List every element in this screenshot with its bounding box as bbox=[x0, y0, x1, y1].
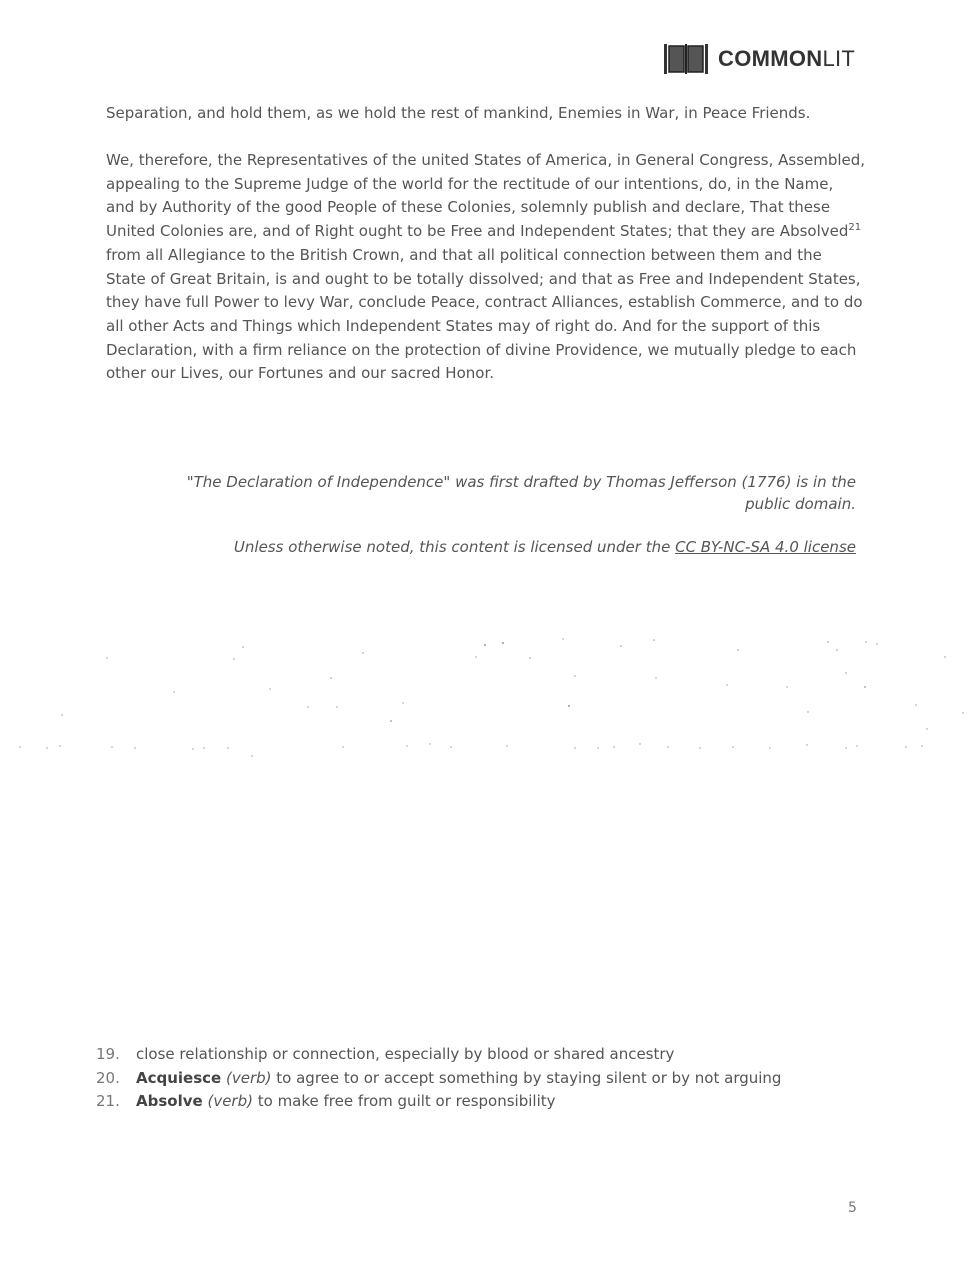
page-number: 5 bbox=[848, 1200, 857, 1216]
license-link[interactable]: CC BY-NC-SA 4.0 license bbox=[675, 538, 856, 556]
license-note: Unless otherwise noted, this content is licensed under the CC BY-NC-SA 4.0 license bbox=[233, 538, 856, 556]
footnotes-list bbox=[96, 1043, 781, 1114]
footnote-21: 21. Absolve (verb) to make free from guilt or responsibility bbox=[96, 1092, 556, 1110]
scan-noise bbox=[0, 630, 979, 770]
paragraph-separation: Separation, and hold them, as we hold the rest of mankind, Enemies in War, in Peace Friends. bbox=[106, 104, 811, 122]
logo-wordmark: COMMONLIT bbox=[718, 46, 856, 71]
footnote-20: 20. Acquiesce (verb) to agree to or accept something by staying silent or by not arguing bbox=[96, 1068, 782, 1087]
footnote-ref-21[interactable]: 21 bbox=[848, 222, 862, 234]
commonlit-logo bbox=[662, 42, 855, 76]
paragraph-resolution: We, therefore, the Representatives of the united States of America, in General Congress, Assembled, appealing to the Supreme Judge of the world for the rectitude of our intentions, do, in the Name, and by Authority of the good People of these Colonies, solemnly publish and declare, That these United Colonies are, and of Right ought to be Free and Independent States; that they are Absolved$^{21}$ from all Allegiance to the British Crown, and that all political connection between them and the State of Great Britain, is and ought to be totally dissolved; and that as Free and Independent States, they have full Power to levy War, conclude Peace, contract Alliances, establish Commerce, and to do all other Acts and Things which Independent States may of right do. And for the support of this Declaration, with a firm reliance on the protection of divine Providence, we mutually pledge to each other our Lives, our Fortunes and our sacred Honor. bbox=[106, 151, 866, 383]
footnote-19: 19. close relationship or connection, especially by blood or shared ancestry bbox=[96, 1045, 675, 1063]
source-attribution: "The Declaration of Independence" was first drafted by Thomas Jefferson (1776) is in the public domain. bbox=[186, 473, 856, 513]
open-book-icon bbox=[662, 42, 710, 76]
